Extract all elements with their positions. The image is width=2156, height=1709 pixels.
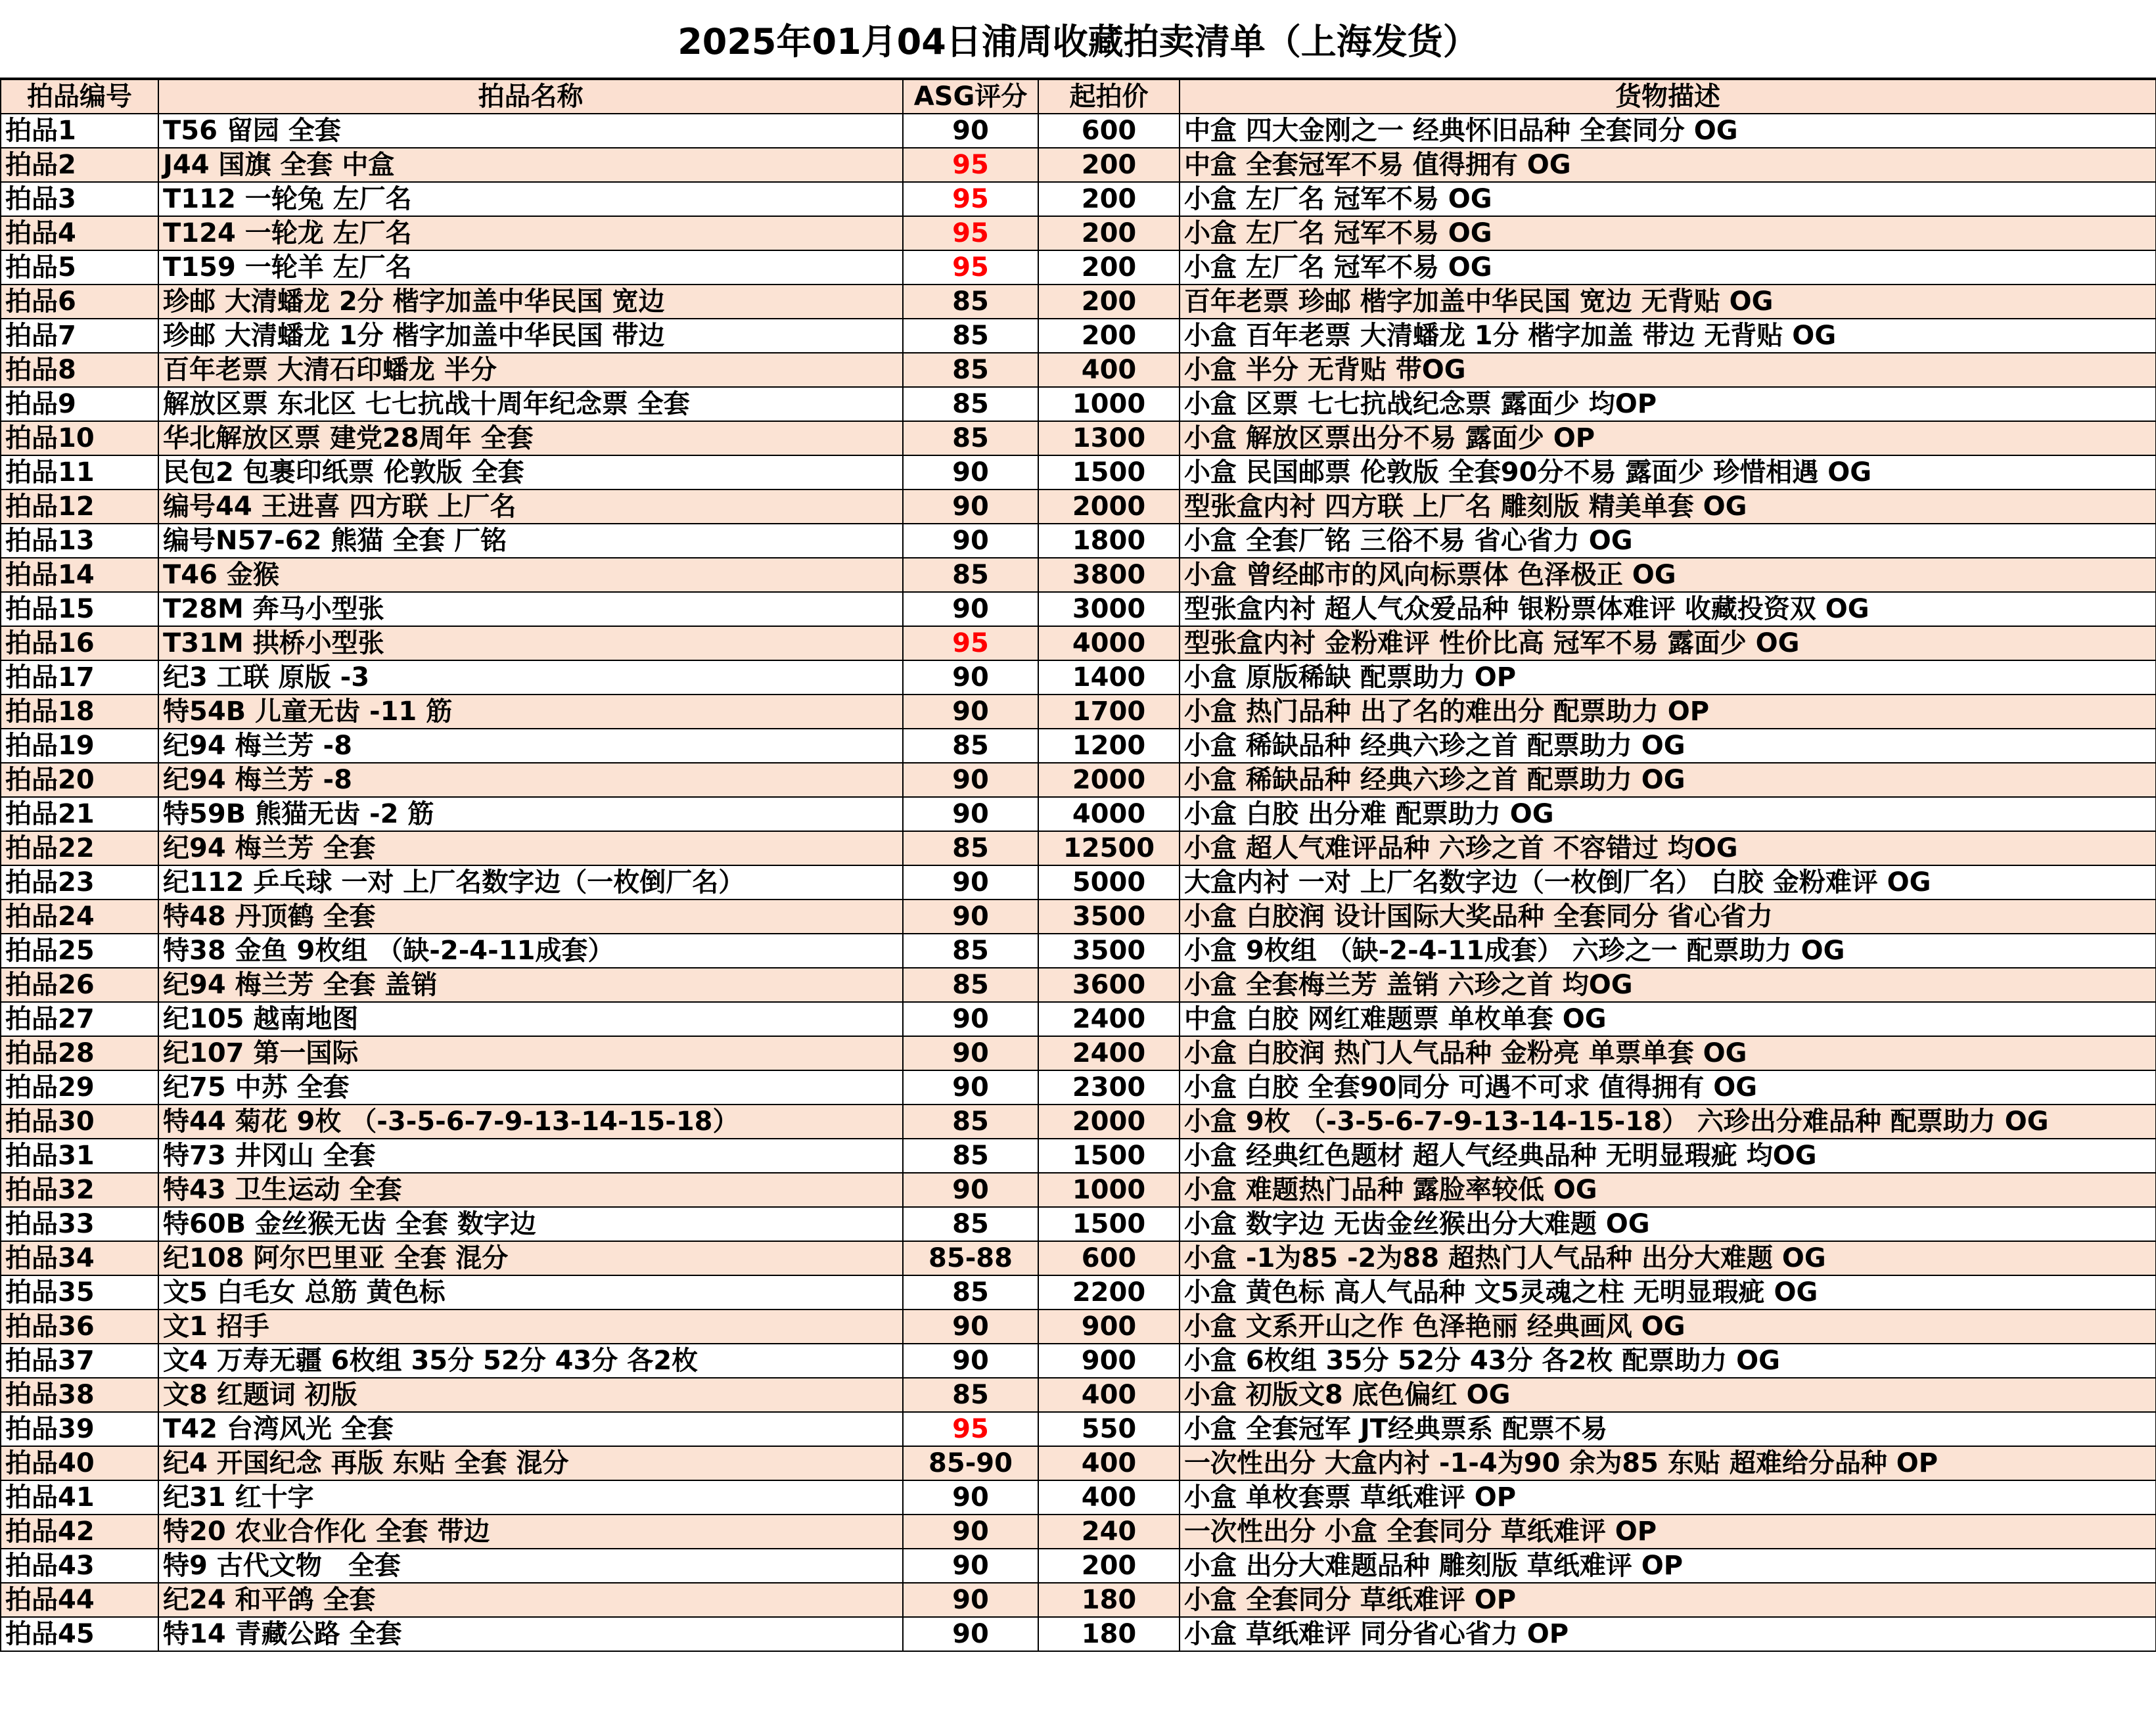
lot-name-cell: 文8 红题词 初版 (158, 1378, 903, 1412)
lot-number-cell: 拍品17 (1, 660, 158, 695)
description-cell: 小盒 左厂名 冠军不易 OG (1180, 250, 2156, 285)
lot-number-cell: 拍品34 (1, 1241, 158, 1275)
description-cell: 小盒 解放区票出分不易 露面少 OP (1180, 421, 2156, 455)
table-row[interactable] (1, 1378, 2156, 1412)
asg-score-cell: 90 (903, 524, 1038, 558)
lot-name-cell: 纪75 中苏 全套 (158, 1070, 903, 1105)
asg-score-cell: 90 (903, 490, 1038, 524)
asg-score-cell: 90 (903, 114, 1038, 148)
start-price-cell: 900 (1038, 1310, 1180, 1344)
start-price-cell: 2000 (1038, 1105, 1180, 1139)
lot-name-cell: 纪94 梅兰芳 全套 盖销 (158, 968, 903, 1002)
start-price-cell: 200 (1038, 182, 1180, 216)
table-row[interactable] (1, 1446, 2156, 1480)
description-cell: 小盒 百年老票 大清蟠龙 1分 楷字加盖 带边 无背贴 OG (1180, 319, 2156, 353)
start-price-cell: 200 (1038, 148, 1180, 182)
lot-number-cell: 拍品35 (1, 1275, 158, 1310)
description-cell: 中盒 四大金刚之一 经典怀旧品种 全套同分 OG (1180, 114, 2156, 148)
header-description[interactable]: 货物描述 (1180, 80, 2156, 114)
asg-score-cell: 90 (903, 592, 1038, 626)
lot-name-cell: 特54B 儿童无齿 -11 筋 (158, 695, 903, 729)
lot-name-cell: T56 留园 全套 (158, 114, 903, 148)
lot-name-cell: 纪24 和平鸽 全套 (158, 1583, 903, 1617)
asg-score-cell: 95 (903, 1412, 1038, 1446)
start-price-cell: 200 (1038, 216, 1180, 250)
description-cell: 小盒 左厂名 冠军不易 OG (1180, 182, 2156, 216)
table-row[interactable] (1, 660, 2156, 695)
lot-number-cell: 拍品3 (1, 182, 158, 216)
description-cell: 小盒 经典红色题材 超人气经典品种 无明显瑕疵 均OG (1180, 1139, 2156, 1173)
description-cell: 一次性出分 小盒 全套同分 草纸难评 OP (1180, 1515, 2156, 1549)
start-price-cell: 3600 (1038, 968, 1180, 1002)
description-cell: 小盒 全套厂铭 三俗不易 省心省力 OG (1180, 524, 2156, 558)
lot-number-cell: 拍品33 (1, 1207, 158, 1241)
start-price-cell: 1800 (1038, 524, 1180, 558)
lot-name-cell: 纪94 梅兰芳 全套 (158, 831, 903, 865)
lot-name-cell: 文5 白毛女 总筋 黄色标 (158, 1275, 903, 1310)
asg-score-cell: 90 (903, 660, 1038, 695)
asg-score-cell: 90 (903, 1036, 1038, 1070)
lot-number-cell: 拍品24 (1, 900, 158, 934)
table-row[interactable] (1, 1207, 2156, 1241)
lot-number-cell: 拍品4 (1, 216, 158, 250)
header-start-price[interactable]: 起拍价 (1038, 80, 1180, 114)
start-price-cell: 1200 (1038, 729, 1180, 763)
table-row[interactable] (1, 216, 2156, 250)
lot-name-cell: 解放区票 东北区 七七抗战十周年纪念票 全套 (158, 387, 903, 421)
table-row[interactable] (1, 1002, 2156, 1036)
start-price-cell: 600 (1038, 1241, 1180, 1275)
lot-number-cell: 拍品44 (1, 1583, 158, 1617)
lot-name-cell: T28M 奔马小型张 (158, 592, 903, 626)
start-price-cell: 5000 (1038, 865, 1180, 900)
lot-name-cell: 纪105 越南地图 (158, 1002, 903, 1036)
lot-number-cell: 拍品30 (1, 1105, 158, 1139)
start-price-cell: 1400 (1038, 660, 1180, 695)
lot-name-cell: T31M 拱桥小型张 (158, 626, 903, 660)
description-cell: 中盒 白胶 网红难题票 单枚单套 OG (1180, 1002, 2156, 1036)
asg-score-cell: 85 (903, 968, 1038, 1002)
start-price-cell: 240 (1038, 1515, 1180, 1549)
lot-name-cell: 珍邮 大清蟠龙 1分 楷字加盖中华民国 带边 (158, 319, 903, 353)
lot-number-cell: 拍品36 (1, 1310, 158, 1344)
lot-number-cell: 拍品2 (1, 148, 158, 182)
asg-score-cell: 85 (903, 831, 1038, 865)
lot-name-cell: 编号N57-62 熊猫 全套 厂铭 (158, 524, 903, 558)
table-row[interactable] (1, 1241, 2156, 1275)
lot-number-cell: 拍品23 (1, 865, 158, 900)
lot-name-cell: T159 一轮羊 左厂名 (158, 250, 903, 285)
header-lot-name[interactable]: 拍品名称 (158, 80, 903, 114)
description-cell: 小盒 9枚组 （缺-2-4-11成套） 六珍之一 配票助力 OG (1180, 934, 2156, 968)
asg-score-cell: 85 (903, 285, 1038, 319)
lot-name-cell: 文1 招手 (158, 1310, 903, 1344)
table-row[interactable] (1, 421, 2156, 455)
start-price-cell: 550 (1038, 1412, 1180, 1446)
table-row[interactable] (1, 1344, 2156, 1378)
description-cell: 小盒 原版稀缺 配票助力 OP (1180, 660, 2156, 695)
table-row[interactable] (1, 1173, 2156, 1207)
description-cell: 小盒 白胶润 热门人气品种 金粉亮 单票单套 OG (1180, 1036, 2156, 1070)
lot-name-cell: 珍邮 大清蟠龙 2分 楷字加盖中华民国 宽边 (158, 285, 903, 319)
lot-number-cell: 拍品39 (1, 1412, 158, 1446)
description-cell: 小盒 超人气难评品种 六珍之首 不容错过 均OG (1180, 831, 2156, 865)
table-row[interactable] (1, 1310, 2156, 1344)
header-row (1, 80, 2156, 114)
asg-score-cell: 95 (903, 182, 1038, 216)
table-row[interactable] (1, 626, 2156, 660)
lot-name-cell: 纪107 第一国际 (158, 1036, 903, 1070)
description-cell: 小盒 白胶 出分难 配票助力 OG (1180, 797, 2156, 831)
start-price-cell: 3500 (1038, 934, 1180, 968)
start-price-cell: 900 (1038, 1344, 1180, 1378)
lot-name-cell: T112 一轮兔 左厂名 (158, 182, 903, 216)
table-row[interactable] (1, 387, 2156, 421)
asg-score-cell: 85 (903, 353, 1038, 387)
lot-number-cell: 拍品38 (1, 1378, 158, 1412)
start-price-cell: 2200 (1038, 1275, 1180, 1310)
description-cell: 小盒 9枚 （-3-5-6-7-9-13-14-15-18） 六珍出分难品种 配票助力 OG (1180, 1105, 2156, 1139)
description-cell: 小盒 全套冠军 JT经典票系 配票不易 (1180, 1412, 2156, 1446)
table-row[interactable] (1, 900, 2156, 934)
start-price-cell: 2000 (1038, 763, 1180, 797)
description-cell: 小盒 初版文8 底色偏红 OG (1180, 1378, 2156, 1412)
start-price-cell: 180 (1038, 1583, 1180, 1617)
description-cell: 小盒 草纸难评 同分省心省力 OP (1180, 1617, 2156, 1651)
lot-number-cell: 拍品32 (1, 1173, 158, 1207)
start-price-cell: 1300 (1038, 421, 1180, 455)
asg-score-cell: 85 (903, 934, 1038, 968)
table-row[interactable] (1, 1105, 2156, 1139)
table-row[interactable] (1, 763, 2156, 797)
start-price-cell: 1500 (1038, 455, 1180, 490)
start-price-cell: 200 (1038, 250, 1180, 285)
asg-score-cell: 90 (903, 1344, 1038, 1378)
lot-name-cell: 特14 青藏公路 全套 (158, 1617, 903, 1651)
asg-score-cell: 85 (903, 558, 1038, 592)
description-cell: 型张盒内衬 超人气众爱品种 银粉票体难评 收藏投资双 OG (1180, 592, 2156, 626)
lot-name-cell: T124 一轮龙 左厂名 (158, 216, 903, 250)
lot-name-cell: 特44 菊花 9枚 （-3-5-6-7-9-13-14-15-18） (158, 1105, 903, 1139)
description-cell: 小盒 热门品种 出了名的难出分 配票助力 OP (1180, 695, 2156, 729)
start-price-cell: 400 (1038, 353, 1180, 387)
table-row[interactable] (1, 1583, 2156, 1617)
start-price-cell: 2400 (1038, 1002, 1180, 1036)
asg-score-cell: 85-90 (903, 1446, 1038, 1480)
asg-score-cell: 85 (903, 1207, 1038, 1241)
table-row[interactable] (1, 319, 2156, 353)
description-cell: 小盒 文系开山之作 色泽艳丽 经典画风 OG (1180, 1310, 2156, 1344)
start-price-cell: 2000 (1038, 490, 1180, 524)
asg-score-cell: 90 (903, 455, 1038, 490)
lot-number-cell: 拍品28 (1, 1036, 158, 1070)
description-cell: 小盒 -1为85 -2为88 超热门人气品种 出分大难题 OG (1180, 1241, 2156, 1275)
table-row[interactable] (1, 831, 2156, 865)
lot-name-cell: 特73 井冈山 全套 (158, 1139, 903, 1173)
lot-number-cell: 拍品20 (1, 763, 158, 797)
start-price-cell: 1000 (1038, 387, 1180, 421)
description-cell: 小盒 单枚套票 草纸难评 OP (1180, 1480, 2156, 1515)
lot-number-cell: 拍品12 (1, 490, 158, 524)
description-cell: 百年老票 珍邮 楷字加盖中华民国 宽边 无背贴 OG (1180, 285, 2156, 319)
lot-name-cell: 纪108 阿尔巴里亚 全套 混分 (158, 1241, 903, 1275)
description-cell: 小盒 数字边 无齿金丝猴出分大难题 OG (1180, 1207, 2156, 1241)
asg-score-cell: 95 (903, 626, 1038, 660)
asg-score-cell: 90 (903, 1515, 1038, 1549)
start-price-cell: 600 (1038, 114, 1180, 148)
lot-number-cell: 拍品29 (1, 1070, 158, 1105)
lot-number-cell: 拍品26 (1, 968, 158, 1002)
table-row[interactable] (1, 250, 2156, 285)
asg-score-cell: 95 (903, 250, 1038, 285)
lot-number-cell: 拍品37 (1, 1344, 158, 1378)
lot-number-cell: 拍品27 (1, 1002, 158, 1036)
lot-name-cell: 华北解放区票 建党28周年 全套 (158, 421, 903, 455)
asg-score-cell: 85 (903, 1275, 1038, 1310)
table-row[interactable] (1, 865, 2156, 900)
table-row[interactable] (1, 524, 2156, 558)
table-row[interactable] (1, 695, 2156, 729)
description-cell: 小盒 白胶 全套90同分 可遇不可求 值得拥有 OG (1180, 1070, 2156, 1105)
lot-number-cell: 拍品43 (1, 1549, 158, 1583)
description-cell: 小盒 左厂名 冠军不易 OG (1180, 216, 2156, 250)
table-row[interactable] (1, 1275, 2156, 1310)
lot-number-cell: 拍品9 (1, 387, 158, 421)
start-price-cell: 400 (1038, 1446, 1180, 1480)
lot-name-cell: 编号44 王进喜 四方联 上厂名 (158, 490, 903, 524)
asg-score-cell: 90 (903, 763, 1038, 797)
lot-name-cell: 纪31 红十字 (158, 1480, 903, 1515)
lot-number-cell: 拍品6 (1, 285, 158, 319)
asg-score-cell: 85 (903, 729, 1038, 763)
lot-name-cell: 纪3 工联 原版 -3 (158, 660, 903, 695)
table-row[interactable] (1, 1515, 2156, 1549)
lot-number-cell: 拍品16 (1, 626, 158, 660)
asg-score-cell: 85 (903, 1378, 1038, 1412)
table-row[interactable] (1, 490, 2156, 524)
lot-number-cell: 拍品11 (1, 455, 158, 490)
description-cell: 小盒 曾经邮市的风向标票体 色泽极正 OG (1180, 558, 2156, 592)
start-price-cell: 400 (1038, 1480, 1180, 1515)
lot-number-cell: 拍品31 (1, 1139, 158, 1173)
lot-name-cell: 文4 万寿无疆 6枚组 35分 52分 43分 各2枚 (158, 1344, 903, 1378)
asg-score-cell: 90 (903, 1002, 1038, 1036)
table-row[interactable] (1, 1070, 2156, 1105)
asg-score-cell: 90 (903, 1480, 1038, 1515)
asg-score-cell: 90 (903, 1617, 1038, 1651)
lot-name-cell: J44 国旗 全套 中盒 (158, 148, 903, 182)
asg-score-cell: 90 (903, 1070, 1038, 1105)
lot-number-cell: 拍品45 (1, 1617, 158, 1651)
table-row[interactable] (1, 148, 2156, 182)
asg-score-cell: 95 (903, 148, 1038, 182)
table-row[interactable] (1, 1139, 2156, 1173)
table-row[interactable] (1, 1036, 2156, 1070)
lot-name-cell: 纪112 乒乓球 一对 上厂名数字边（一枚倒厂名） (158, 865, 903, 900)
asg-score-cell: 90 (903, 865, 1038, 900)
asg-score-cell: 90 (903, 1583, 1038, 1617)
lot-number-cell: 拍品41 (1, 1480, 158, 1515)
table-row[interactable] (1, 592, 2156, 626)
auction-table (0, 79, 2156, 1652)
table-row[interactable] (1, 455, 2156, 490)
asg-score-cell: 90 (903, 1549, 1038, 1583)
table-row[interactable] (1, 1549, 2156, 1583)
table-row[interactable] (1, 182, 2156, 216)
start-price-cell: 2400 (1038, 1036, 1180, 1070)
lot-number-cell: 拍品7 (1, 319, 158, 353)
start-price-cell: 4000 (1038, 797, 1180, 831)
lot-number-cell: 拍品40 (1, 1446, 158, 1480)
description-cell: 小盒 半分 无背贴 带OG (1180, 353, 2156, 387)
description-cell: 中盒 全套冠军不易 值得拥有 OG (1180, 148, 2156, 182)
start-price-cell: 3000 (1038, 592, 1180, 626)
asg-score-cell: 90 (903, 797, 1038, 831)
asg-score-cell: 85 (903, 1139, 1038, 1173)
lot-name-cell: 特38 金鱼 9枚组 （缺-2-4-11成套） (158, 934, 903, 968)
lot-name-cell: 纪94 梅兰芳 -8 (158, 763, 903, 797)
lot-name-cell: 特48 丹顶鹤 全套 (158, 900, 903, 934)
description-cell: 小盒 民国邮票 伦敦版 全套90分不易 露面少 珍惜相遇 OG (1180, 455, 2156, 490)
header-asg-score[interactable]: ASG评分 (903, 80, 1038, 114)
description-cell: 小盒 6枚组 35分 52分 43分 各2枚 配票助力 OG (1180, 1344, 2156, 1378)
start-price-cell: 200 (1038, 285, 1180, 319)
description-cell: 一次性出分 大盒内衬 -1-4为90 余为85 东贴 超难给分品种 OP (1180, 1446, 2156, 1480)
description-cell: 小盒 稀缺品种 经典六珍之首 配票助力 OG (1180, 763, 2156, 797)
lot-number-cell: 拍品8 (1, 353, 158, 387)
lot-number-cell: 拍品13 (1, 524, 158, 558)
start-price-cell: 1000 (1038, 1173, 1180, 1207)
description-cell: 小盒 黄色标 高人气品种 文5灵魂之柱 无明显瑕疵 OG (1180, 1275, 2156, 1310)
lot-number-cell: 拍品15 (1, 592, 158, 626)
start-price-cell: 200 (1038, 1549, 1180, 1583)
lot-name-cell: 特60B 金丝猴无齿 全套 数字边 (158, 1207, 903, 1241)
table-row[interactable] (1, 1480, 2156, 1515)
asg-score-cell: 85 (903, 319, 1038, 353)
table-row[interactable] (1, 114, 2156, 148)
lot-number-cell: 拍品21 (1, 797, 158, 831)
lot-name-cell: 特59B 熊猫无齿 -2 筋 (158, 797, 903, 831)
lot-number-cell: 拍品18 (1, 695, 158, 729)
table-body (1, 114, 2156, 1651)
description-cell: 型张盒内衬 四方联 上厂名 雕刻版 精美单套 OG (1180, 490, 2156, 524)
description-cell: 小盒 区票 七七抗战纪念票 露面少 均OP (1180, 387, 2156, 421)
start-price-cell: 2300 (1038, 1070, 1180, 1105)
start-price-cell: 1700 (1038, 695, 1180, 729)
description-cell: 小盒 出分大难题品种 雕刻版 草纸难评 OP (1180, 1549, 2156, 1583)
description-cell: 小盒 白胶润 设计国际大奖品种 全套同分 省心省力 (1180, 900, 2156, 934)
start-price-cell: 3500 (1038, 900, 1180, 934)
asg-score-cell: 85 (903, 421, 1038, 455)
lot-number-cell: 拍品1 (1, 114, 158, 148)
table-row[interactable] (1, 353, 2156, 387)
table-row[interactable] (1, 558, 2156, 592)
description-cell: 小盒 全套梅兰芳 盖销 六珍之首 均OG (1180, 968, 2156, 1002)
start-price-cell: 3800 (1038, 558, 1180, 592)
description-cell: 小盒 全套同分 草纸难评 OP (1180, 1583, 2156, 1617)
lot-name-cell: T46 金猴 (158, 558, 903, 592)
start-price-cell: 1500 (1038, 1139, 1180, 1173)
start-price-cell: 12500 (1038, 831, 1180, 865)
description-cell: 小盒 难题热门品种 露脸率较低 OG (1180, 1173, 2156, 1207)
asg-score-cell: 95 (903, 216, 1038, 250)
table-row[interactable] (1, 285, 2156, 319)
lot-name-cell: T42 台湾风光 全套 (158, 1412, 903, 1446)
lot-number-cell: 拍品19 (1, 729, 158, 763)
lot-name-cell: 纪4 开国纪念 再版 东贴 全套 混分 (158, 1446, 903, 1480)
asg-score-cell: 90 (903, 695, 1038, 729)
start-price-cell: 4000 (1038, 626, 1180, 660)
table-row[interactable] (1, 797, 2156, 831)
lot-name-cell: 特20 农业合作化 全套 带边 (158, 1515, 903, 1549)
table-row[interactable] (1, 968, 2156, 1002)
lot-number-cell: 拍品10 (1, 421, 158, 455)
table-row[interactable] (1, 934, 2156, 968)
lot-number-cell: 拍品22 (1, 831, 158, 865)
table-row[interactable] (1, 729, 2156, 763)
lot-number-cell: 拍品25 (1, 934, 158, 968)
asg-score-cell: 90 (903, 1310, 1038, 1344)
lot-number-cell: 拍品14 (1, 558, 158, 592)
asg-score-cell: 85-88 (903, 1241, 1038, 1275)
lot-number-cell: 拍品42 (1, 1515, 158, 1549)
description-cell: 小盒 稀缺品种 经典六珍之首 配票助力 OG (1180, 729, 2156, 763)
lot-name-cell: 民包2 包裹印纸票 伦敦版 全套 (158, 455, 903, 490)
header-lot-number[interactable]: 拍品编号 (1, 80, 158, 114)
lot-name-cell: 百年老票 大清石印蟠龙 半分 (158, 353, 903, 387)
lot-name-cell: 特43 卫生运动 全套 (158, 1173, 903, 1207)
table-row[interactable] (1, 1617, 2156, 1651)
lot-name-cell: 特9 古代文物 全套 (158, 1549, 903, 1583)
start-price-cell: 180 (1038, 1617, 1180, 1651)
asg-score-cell: 90 (903, 900, 1038, 934)
asg-score-cell: 85 (903, 1105, 1038, 1139)
table-row[interactable] (1, 1412, 2156, 1446)
start-price-cell: 1500 (1038, 1207, 1180, 1241)
description-cell: 大盒内衬 一对 上厂名数字边（一枚倒厂名） 白胶 金粉难评 OG (1180, 865, 2156, 900)
start-price-cell: 400 (1038, 1378, 1180, 1412)
asg-score-cell: 85 (903, 387, 1038, 421)
lot-number-cell: 拍品5 (1, 250, 158, 285)
sheet-title: 2025年01月04日浦周收藏拍卖清单（上海发货） (0, 0, 2156, 79)
asg-score-cell: 90 (903, 1173, 1038, 1207)
start-price-cell: 200 (1038, 319, 1180, 353)
description-cell: 型张盒内衬 金粉难评 性价比高 冠军不易 露面少 OG (1180, 626, 2156, 660)
lot-name-cell: 纪94 梅兰芳 -8 (158, 729, 903, 763)
